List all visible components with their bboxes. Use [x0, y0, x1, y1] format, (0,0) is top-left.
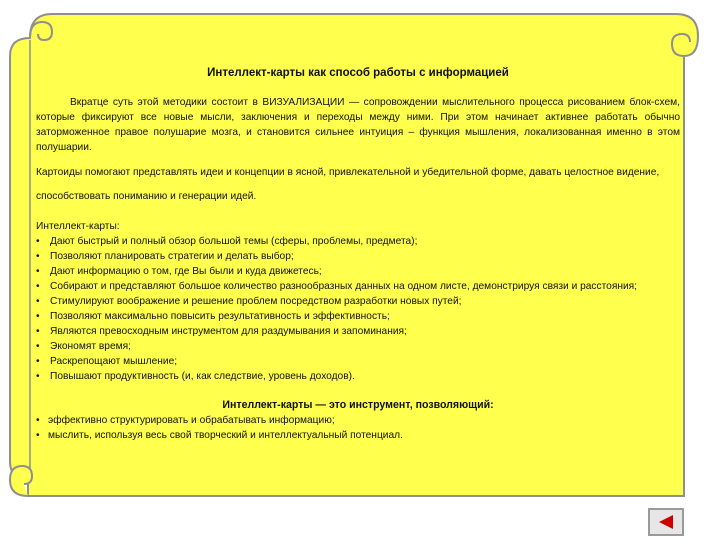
document-content [36, 66, 680, 443]
list-item: • мыслить, используя весь свой творческий и интеллектуальный потенциал. [36, 428, 680, 443]
tool-heading: Интеллект-карты — это инструмент, позволяющий: [222, 399, 494, 411]
list-heading: Интеллект-карты: [36, 221, 120, 232]
list-item: • Собирают и представляют большое количество разнообразных данных на одном листе, демонстрируя связи и расстояния; [36, 279, 680, 294]
list-item: • Повышают продуктивность (и, как следствие, уровень доходов). [36, 369, 680, 384]
list-item: • Позволяют максимально повысить результативность и эффективность; [36, 309, 680, 324]
list-item: • Позволяют планировать стратегии и делать выбор; [36, 249, 680, 264]
list-item: • Дают быстрый и полный обзор большой темы (сферы, проблемы, предмета); [36, 234, 680, 249]
list-item: • Дают информацию о том, где Вы были и куда движетесь; [36, 264, 680, 279]
list-item: • эффективно структурировать и обрабатывать информацию; [36, 413, 680, 428]
paragraph-cartoids: Картоиды помогают представлять идеи и концепции в ясной, привлекательной и убедительной форме, давать целостное видение, способствовать пониманию и генерации идей. [36, 167, 660, 202]
tool-list [36, 413, 680, 443]
list-item: • Являются превосходным инструментом для раздумывания и запоминания; [36, 324, 680, 339]
document-title: Интеллект-карты как способ работы с информацией [207, 67, 509, 79]
back-arrow-icon [655, 513, 677, 531]
list-item: • Стимулируют воображение и решение проблем посредством разработки новых путей; [36, 294, 680, 309]
benefits-list [36, 234, 680, 384]
list-item: • Раскрепощают мышление; [36, 354, 680, 369]
paragraph-visualization: Вкратце суть этой методики состоит в ВИЗУАЛИЗАЦИИ — сопровождении мыслительного процесса рисованием блок-схем, которые фиксируют все новые мысли, заключения и переходы между ними. При этом начинает активнее работать обычно заторможенное правое полушарие мозга, и становится сильнее интуиция – функция мышления, локализованная именно в этом полушарии. [36, 97, 680, 153]
list-item: • Экономят время; [36, 339, 680, 354]
back-button[interactable] [648, 508, 684, 536]
